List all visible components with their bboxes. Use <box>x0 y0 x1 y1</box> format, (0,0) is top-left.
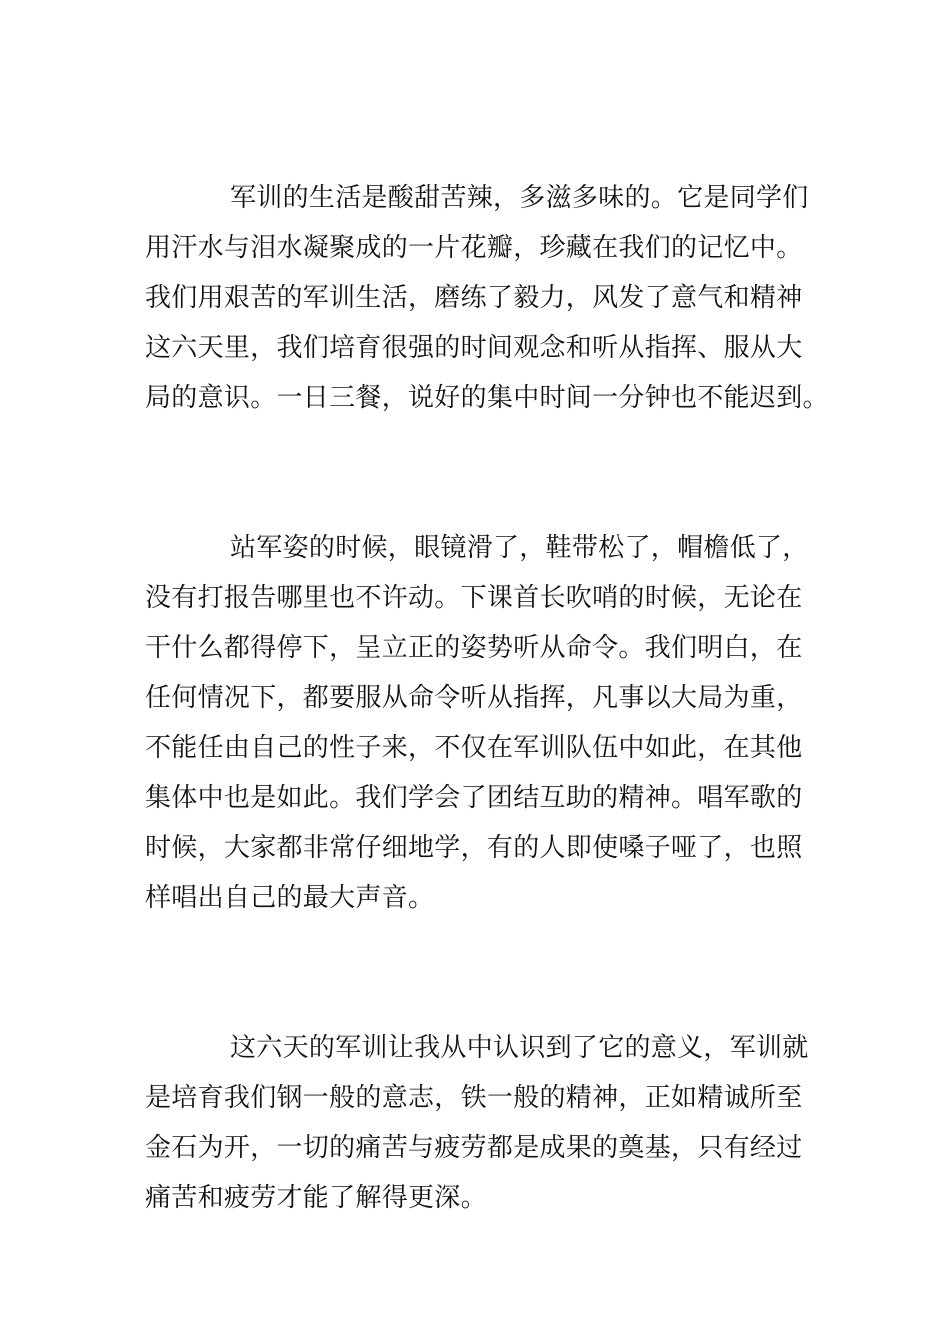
paragraph-line: 样唱出自己的最大声音。 <box>145 883 435 913</box>
paragraph-line: 干什么都得停下，呈立正的姿势听从命令。我们明白，在 <box>145 633 803 663</box>
paragraph-line: 没有打报告哪里也不许动。下课首长吹哨的时候，无论在 <box>145 583 803 613</box>
paragraph-line: 是培育我们钢一般的意志，铁一般的精神，正如精诚所至 <box>145 1083 803 1113</box>
paragraph-line: 时候，大家都非常仔细地学，有的人即使嗓子哑了，也照 <box>145 833 803 863</box>
paragraph-line: 集体中也是如此。我们学会了团结互助的精神。唱军歌的 <box>145 783 803 813</box>
paragraph-line: 我们用艰苦的军训生活，磨练了毅力，风发了意气和精神 <box>145 283 803 313</box>
paragraph-line: 站军姿的时候，眼镜滑了，鞋带松了，帽檐低了， <box>230 533 809 563</box>
paragraph-line: 这六天里，我们培育很强的时间观念和听从指挥、服从大 <box>145 333 803 363</box>
paragraph-line: 痛苦和疲劳才能了解得更深。 <box>145 1183 487 1213</box>
paragraph-line: 用汗水与泪水凝聚成的一片花瓣，珍藏在我们的记忆中。 <box>145 233 803 263</box>
paragraph-line: 任何情况下，都要服从命令听从指挥，凡事以大局为重， <box>145 683 803 713</box>
paragraph-line: 军训的生活是酸甜苦辣，多滋多味的。它是同学们 <box>230 183 809 213</box>
paragraph-line: 局的意识。一日三餐，说好的集中时间一分钟也不能迟到。 <box>145 383 829 413</box>
paragraph-line: 这六天的军训让我从中认识到了它的意义，军训就 <box>230 1033 809 1063</box>
paragraph-line: 不能任由自己的性子来，不仅在军训队伍中如此，在其他 <box>145 733 803 763</box>
paragraph-line: 金石为开，一切的痛苦与疲劳都是成果的奠基，只有经过 <box>145 1133 803 1163</box>
